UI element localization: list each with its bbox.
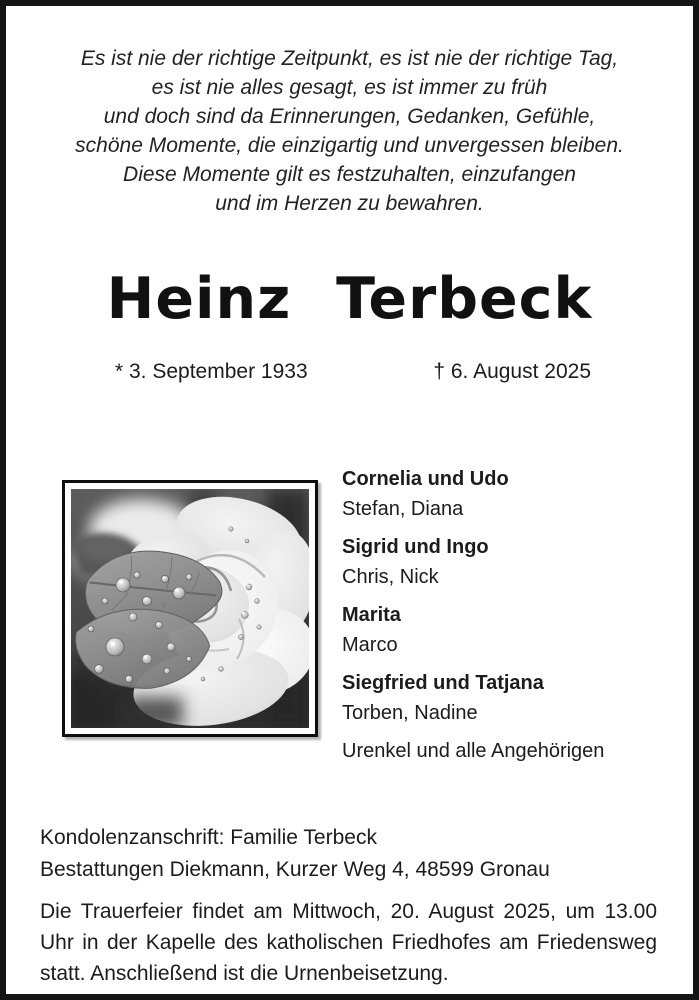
poem-line: schöne Momente, die einzigartig und unvergessen bleiben. (75, 134, 624, 157)
death-date: † 6. August 2025 (433, 360, 591, 383)
memorial-photo-frame (62, 480, 318, 737)
funeral-info: Die Trauerfeier findet am Mittwoch, 20. August 2025, um 13.00 Uhr in der Kapelle des katholischen Friedhofes am Friedensweg statt. Anschließend ist die Urnenbeisetzung. (40, 900, 657, 985)
mourner-group (342, 532, 604, 592)
mourner-names: Siegfried und Tatjana (342, 672, 544, 694)
mourner-group (342, 668, 604, 728)
mourner-children: Chris, Nick (342, 566, 439, 588)
mourner-children: Stefan, Diana (342, 498, 464, 520)
memorial-poem (6, 44, 693, 218)
mourner-names: Cornelia und Udo (342, 468, 509, 490)
deceased-name: Heinz Terbeck (106, 266, 593, 332)
mourner-closing-line: Urenkel und alle Angehörigen (342, 740, 605, 762)
photo-and-mourners-row (62, 468, 693, 766)
mourners-list (342, 464, 604, 766)
mourner-children: Marco (342, 634, 398, 656)
mourner-names: Sigrid und Ingo (342, 536, 489, 558)
poem-line: es ist nie alles gesagt, es ist immer zu früh (151, 76, 548, 99)
condolence-address (40, 822, 657, 886)
poem-line: Diese Momente gilt es festzuhalten, einzufangen (123, 163, 576, 186)
mourner-group (342, 464, 604, 524)
mourner-children: Torben, Nadine (342, 702, 478, 724)
poem-line: und doch sind da Erinnerungen, Gedanken, Gefühle, (103, 105, 596, 128)
mourner-group (342, 600, 604, 660)
birth-date: * 3. September 1933 (115, 360, 308, 383)
condolence-line: Kondolenzanschrift: Familie Terbeck (40, 826, 377, 849)
mourner-names: Marita (342, 604, 401, 626)
poem-line: Es ist nie der richtige Zeitpunkt, es ist nie der richtige Tag, (80, 47, 619, 70)
poem-line: und im Herzen zu bewahren. (215, 192, 484, 215)
life-dates (115, 360, 591, 384)
condolence-line: Bestattungen Diekmann, Kurzer Weg 4, 48599 Gronau (40, 858, 550, 881)
rose-photo (71, 489, 309, 728)
